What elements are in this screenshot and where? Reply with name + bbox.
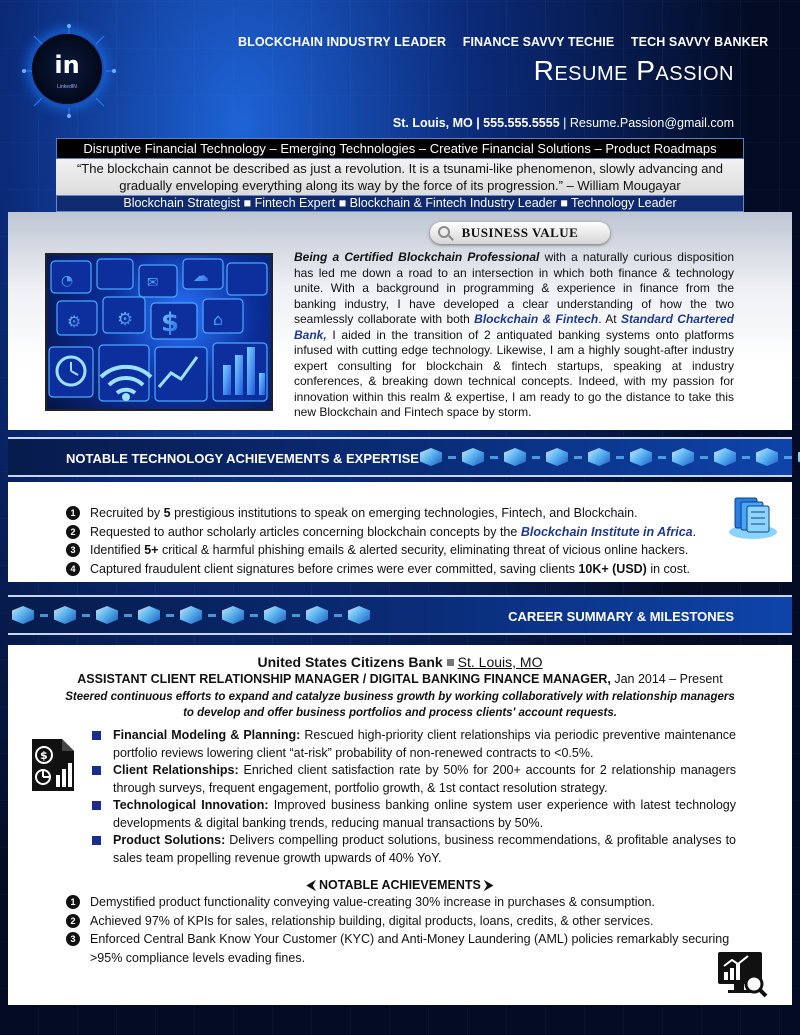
employer-name: United States Citizens Bank — [257, 654, 443, 670]
item-text: Identified — [90, 543, 145, 557]
svg-text:$: $ — [161, 308, 180, 338]
fintech-icons-image — [47, 255, 271, 409]
item-text: Achieved 97% of KPIs for sales, relationship building, digital products, loans, credits, & other services. — [90, 913, 654, 928]
contact-location-phone: St. Louis, MO | 555.555.5555 — [392, 116, 560, 130]
cube-icon — [222, 606, 244, 624]
name-last-initial: P — [636, 55, 656, 86]
contact-email[interactable]: | Resume.Passion@gmail.com — [559, 116, 734, 130]
item-text: Enforced Central Bank Know Your Customer (KYC) and Anti-Money Laundering (AML) policies remarkably securing >95% compliance levels evading fines. — [90, 932, 730, 965]
business-value-text — [294, 250, 734, 421]
business-value-heading — [430, 222, 610, 244]
tagline-1: BLOCKCHAIN INDUSTRY LEADER — [238, 35, 447, 49]
square-separator-icon — [447, 659, 454, 666]
bv-lead: Being a Certified Blockchain Professional — [294, 250, 540, 264]
number-badge: 2 — [66, 525, 80, 539]
cube-icon — [264, 606, 286, 624]
business-value-title: BUSINESS VALUE — [461, 225, 579, 240]
achievements-list — [66, 504, 746, 578]
item-text: in cost. — [646, 561, 690, 576]
number-badge: 1 — [66, 506, 80, 520]
financial-report-icon — [30, 737, 76, 793]
cube-icon — [504, 448, 526, 466]
name-last-rest: ASSION — [655, 63, 734, 85]
role-summary-line-1: Steered continuous efforts to expand and catalyze business growth by working collaboratively with relationship managers — [65, 691, 735, 703]
list-item — [66, 541, 746, 560]
cube-icon — [546, 448, 568, 466]
tagline-2: FINANCE SAVVY TECHIE — [462, 35, 615, 49]
resume-header — [0, 0, 800, 140]
svg-text:✉: ✉ — [147, 275, 159, 291]
bullet-text: Rescued high-priority client relationships via periodic preventive maintenance portfolio reviews lowering client “at-risk” probability of non-renewed contracts to <0.5%. — [113, 728, 737, 760]
square-bullet-icon — [92, 766, 101, 775]
job-title-line — [0, 672, 800, 686]
list-item — [92, 797, 736, 832]
number-badge: 3 — [66, 543, 80, 557]
focus-strip: Disruptive Financial Technology – Emerging Technologies – Creative Financial Solutions – Product Roadmaps — [56, 138, 744, 159]
bv-emphasis-2: Standard Chartered Bank, — [294, 312, 734, 342]
cube-icon — [756, 448, 778, 466]
bullet-heading: Product Solutions: — [113, 833, 226, 847]
achievements-section-title: NOTABLE TECHNOLOGY ACHIEVEMENTS & EXPERTISE — [66, 451, 419, 466]
bv-part-3: I aided in the transition of 2 antiquated banking systems onto platforms infused with cutting edge technology. Likewise, I am a highly sought-after industry expert consulting for blockchain & fintech startups, speaking at industry conferences, & breaking down technical concepts. Indeed, with my passion for innovation within this realm & expertise, I am ready to go the distance to take this new Blockchain and Fintech space by storm. — [294, 327, 734, 419]
item-text: Recruited by — [90, 506, 164, 520]
analytics-monitor-icon — [716, 950, 768, 998]
square-bullet-icon — [92, 801, 101, 810]
list-item — [66, 930, 746, 967]
item-bold: 5+ — [144, 543, 159, 557]
cube-icon — [96, 606, 118, 624]
magnifier-icon — [438, 226, 450, 238]
list-item — [92, 727, 736, 762]
list-item — [92, 762, 736, 797]
item-text: Demystified product functionality conveying value-creating 30% increase in purchases & consumption. — [90, 895, 655, 909]
name-first-initial: R — [533, 55, 555, 86]
cube-icon — [12, 606, 34, 624]
bullet-text: Improved business banking online system user experience with latest technology developments & digital banking trends, reducing manual transactions by 50%. — [113, 798, 736, 830]
name-first-rest: ESUME — [554, 63, 628, 85]
cube-icon — [180, 606, 202, 624]
cube-icon — [306, 606, 328, 624]
bullet-heading: Financial Modeling & Planning: — [113, 728, 301, 742]
cube-icon — [588, 448, 610, 466]
svg-text:◔: ◔ — [61, 273, 74, 289]
employer-line — [0, 654, 800, 670]
list-item — [66, 912, 746, 931]
cube-icon — [672, 448, 694, 466]
cube-icon — [138, 606, 160, 624]
blockchain-cubes-decoration — [420, 448, 800, 466]
svg-text:☁: ☁ — [193, 266, 209, 285]
blockchain-cubes-decoration — [12, 606, 370, 624]
cube-icon — [462, 448, 484, 466]
bullet-heading: Client Relationships: — [113, 763, 239, 777]
taglines — [238, 35, 781, 49]
item-text: prestigious institutions to speak on emerging technologies, Fintech, and Blockchain. — [170, 506, 638, 520]
quote-box — [56, 159, 744, 195]
bv-emphasis-1: Blockchain & Fintech — [474, 312, 599, 326]
career-bullets — [92, 727, 736, 867]
item-bold: 10K+ (USD) — [578, 561, 647, 576]
bv-part-1: with a naturally curious disposition has led me down a road to an intersection in which both finance & technology unite. With a background in programming & experience in finance from the banking industry, I have developed a clear understanding of how the two seamlessly collaborate with both — [294, 250, 734, 326]
bullet-heading: Technological Innovation: — [113, 798, 269, 812]
notable-achievements-title: ⮜ NOTABLE ACHIEVEMENTS ⮞ — [306, 878, 494, 892]
item-text: Requested to author scholarly articles concerning blockchain concepts by the — [90, 524, 521, 539]
list-item — [66, 504, 746, 523]
linkedin-in-text: in — [54, 50, 80, 79]
bullet-text: Enriched client satisfaction rate by 50% for 200+ accounts for 2 relationship managers through surveys, frequent engagement, portfolio growth, & 1st contact resolution strategy. — [113, 763, 736, 795]
item-emphasis: Blockchain Institute in Africa — [520, 524, 693, 539]
svg-text:$: $ — [40, 749, 48, 762]
cube-icon — [348, 606, 370, 624]
number-badge: 2 — [66, 914, 80, 928]
square-bullet-icon — [92, 836, 101, 845]
role-summary-line-2: to develop and offer business portfolios and process clients' account requests. — [183, 707, 617, 719]
square-bullet-icon — [92, 731, 101, 740]
item-text: . — [692, 524, 697, 539]
item-bold: 5 — [163, 506, 171, 520]
svg-text:⚙: ⚙ — [67, 312, 82, 331]
cube-icon — [54, 606, 76, 624]
number-badge: 4 — [66, 562, 80, 576]
list-item — [92, 832, 736, 867]
bullet-text: Delivers compelling product solutions, business recommendations, & profitable analyses to sales team propelling revenue growth upwards of 40% YoY. — [113, 833, 736, 865]
roles-strip: Blockchain Strategist ■ Fintech Expert ■ Blockchain & Fintech Industry Leader ■ Technology Leader — [56, 195, 744, 212]
candidate-name — [534, 55, 734, 87]
career-section-title: CAREER SUMMARY & MILESTONES — [508, 609, 734, 624]
number-badge: 3 — [66, 932, 80, 946]
fintech-illustration — [45, 253, 273, 411]
linkedin-label: LinkedIN — [57, 84, 77, 90]
job-title: ASSISTANT CLIENT RELATIONSHIP MANAGER / DIGITAL BANKING FINANCE MANAGER, — [77, 672, 611, 686]
achievements-section-header — [8, 437, 792, 477]
item-text: Captured fraudulent client signatures before crimes were ever committed, saving clients — [90, 561, 579, 576]
quote-line-2: gradually enveloping everything along its way by the force of its progression.” – William Mougayar — [119, 178, 681, 193]
employer-location: St. Louis, MO — [457, 654, 543, 670]
notable-achievements-list — [66, 893, 746, 967]
bv-part-2: . At — [598, 312, 621, 326]
list-item — [66, 560, 746, 579]
quote-line-1: “The blockchain cannot be described as just a revolution. It is a tsunami-like phenomenon, slowly advancing and — [76, 161, 724, 176]
tagline-3: TECH SAVVY BANKER — [630, 35, 769, 49]
svg-text:⚙: ⚙ — [117, 309, 134, 330]
cube-icon — [630, 448, 652, 466]
linkedin-logo[interactable] — [30, 32, 104, 106]
item-text: critical & harmful phishing emails & alerted security, eliminating threat of vicious online hackers. — [158, 543, 689, 557]
cube-icon — [714, 448, 736, 466]
server-stack-icon — [727, 492, 779, 540]
number-badge: 1 — [66, 895, 80, 909]
list-item — [66, 893, 746, 912]
svg-text:⌂: ⌂ — [213, 310, 224, 329]
contact-line — [393, 116, 734, 130]
cube-icon — [420, 448, 442, 466]
list-item — [66, 523, 746, 542]
role-summary — [60, 689, 740, 721]
career-section-header — [8, 595, 792, 635]
job-dates: Jan 2014 – Present — [610, 672, 723, 686]
